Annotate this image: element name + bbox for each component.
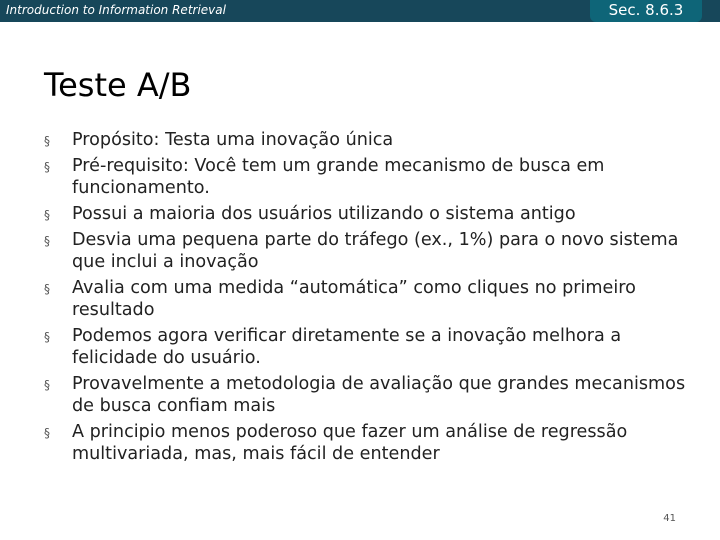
bullet-list [44, 129, 704, 469]
bullet-marker-icon: § [44, 378, 50, 392]
bullet-item [44, 373, 704, 417]
bullet-marker-icon: § [44, 208, 50, 222]
slide-title: Teste A/B [44, 66, 192, 104]
bullet-text: Podemos agora verificar diretamente se a inovação melhora a felicidade do usuário. [72, 326, 622, 368]
bullet-text: Pré-requisito: Você tem um grande mecanismo de busca em funcionamento. [72, 156, 605, 198]
bullet-item [44, 421, 704, 465]
bullet-marker-icon: § [44, 134, 50, 148]
bullet-marker-icon: § [44, 330, 50, 344]
bullet-item [44, 129, 704, 151]
section-label: Sec. 8.6.3 [608, 1, 684, 19]
bullet-text: A principio menos poderoso que fazer um análise de regressão multivariada, mas, mais fácil de entender [72, 422, 628, 464]
bullet-marker-icon: § [44, 426, 50, 440]
bullet-marker-icon: § [44, 282, 50, 296]
bullet-marker-icon: § [44, 234, 50, 248]
section-tag [590, 0, 702, 22]
bullet-text: Provavelmente a metodologia de avaliação que grandes mecanismos de busca confiam mais [72, 374, 686, 416]
bullet-item [44, 277, 704, 321]
bullet-text: Desvia uma pequena parte do tráfego (ex., 1%) para o novo sistema que inclui a inovação [72, 230, 679, 272]
bullet-item [44, 203, 704, 225]
page-number: 41 [663, 513, 676, 524]
bullet-marker-icon: § [44, 160, 50, 174]
course-title: Introduction to Information Retrieval [6, 3, 226, 17]
bullet-text: Possui a maioria dos usuários utilizando o sistema antigo [72, 204, 576, 224]
bullet-item [44, 229, 704, 273]
header-bar [0, 0, 720, 22]
bullet-item [44, 325, 704, 369]
bullet-item [44, 155, 704, 199]
bullet-text: Propósito: Testa uma inovação única [72, 130, 394, 150]
bullet-text: Avalia com uma medida “automática” como cliques no primeiro resultado [72, 278, 636, 320]
